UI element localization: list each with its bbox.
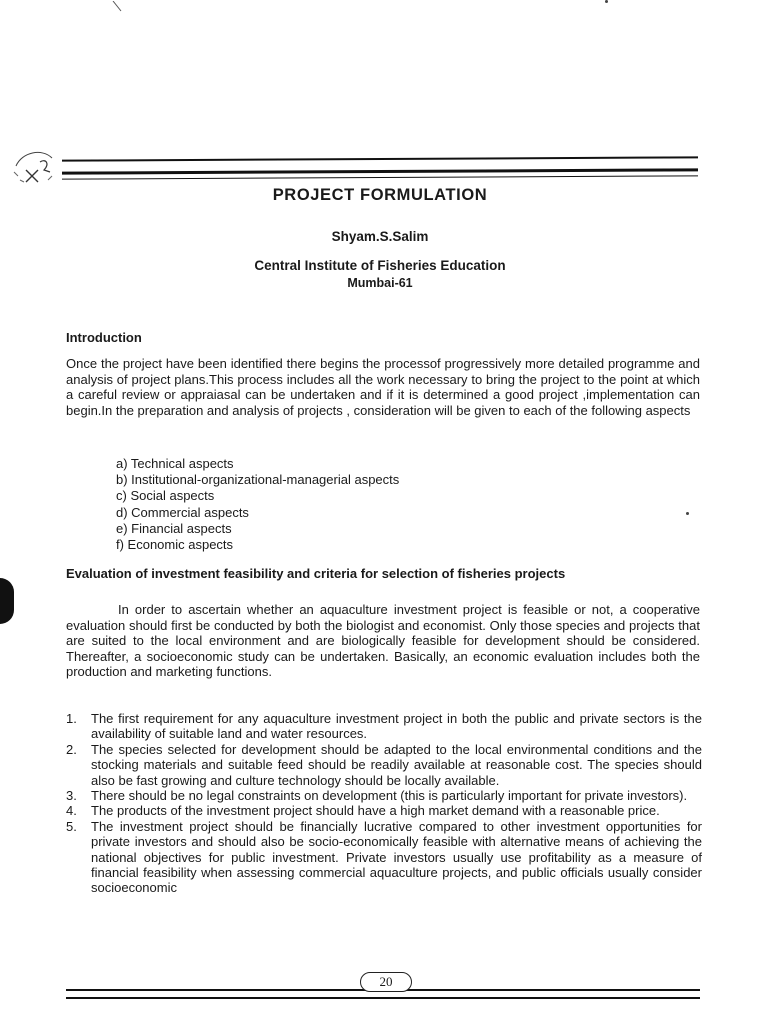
list-item-number: 3. xyxy=(66,788,77,804)
list-item-text: The species selected for development should be adapted to the local environmental conditions and the stocking materials and suitable feed should be readily available at reasonable cost. The species should also be fast growing and culture technology should be locally available. xyxy=(91,741,702,788)
aspect-item: d) Commercial aspects xyxy=(116,504,249,520)
list-item xyxy=(66,711,702,742)
document-title: PROJECT FORMULATION xyxy=(272,186,488,204)
list-item-number: 5. xyxy=(66,818,77,834)
top-rule-thin xyxy=(62,156,698,161)
list-item-text: The investment project should be financially lucrative compared to other investment opportunities for private investors and should also be socio-economically feasible with alternative means of achieving the national objectives for public investment. Private investors usually use profitability as a measure of financial feasibility when assessing commercial aquaculture projects, and public officials usually consider socioeconomic xyxy=(91,818,702,896)
list-item-text: There should be no legal constraints on development (this is particularly important for private investors). xyxy=(91,788,688,804)
scan-edge-shadow xyxy=(0,578,14,624)
page-number: 20 xyxy=(360,972,412,992)
list-item-text: The products of the investment project should have a high market demand with a reasonable price. xyxy=(91,803,660,819)
aspect-item: b) Institutional-organizational-managerial aspects xyxy=(116,472,400,488)
handwritten-margin-mark xyxy=(8,146,58,192)
list-item xyxy=(66,742,702,788)
list-item xyxy=(66,788,702,803)
aspect-item: a) Technical aspects xyxy=(116,456,234,471)
top-rule-thick xyxy=(62,168,698,174)
scan-speck xyxy=(686,512,689,515)
introduction-paragraph: Once the project have been identified there begins the processof progressively more detailed programme and analysis of project plans.This process includes all the work necessary to bring the project to the point at which a careful review or appraiasal can be undertaken and if it is determined a good project ,implementation can begin.In the preparation and analysis of projects , consideration will be given to each of the following aspects xyxy=(66,356,700,418)
list-item-text: The first requirement for any aquaculture investment project in both the public and private sectors is the availability of suitable land and water resources. xyxy=(91,711,702,742)
scan-speck xyxy=(605,0,608,3)
list-item-number: 2. xyxy=(66,741,77,757)
evaluation-paragraph: In order to ascertain whether an aquaculture investment project is feasible or not, a cooperative evaluation should first be conducted by both the biologist and economist. Only those species and projects that are suited to the local environment and are biologically feasible for development should be considered. Thereafter, a socioeconomic study can be undertaken. Basically, an economic evaluation includes both the production and marketing functions. xyxy=(66,602,700,680)
list-item-number: 4. xyxy=(66,803,77,819)
institute-name: Central Institute of Fisheries Education xyxy=(254,258,506,273)
introduction-heading: Introduction xyxy=(66,330,142,345)
aspect-item: c) Social aspects xyxy=(116,488,215,504)
requirements-list xyxy=(66,711,702,896)
aspects-list xyxy=(116,456,399,553)
author-name: Shyam.S.Salim xyxy=(331,229,429,244)
scan-mark xyxy=(112,0,124,12)
bottom-rule-lower xyxy=(66,997,700,999)
list-item-number: 1. xyxy=(66,711,77,726)
aspect-item: f) Economic aspects xyxy=(116,537,234,553)
institute-city: Mumbai-61 xyxy=(347,276,413,290)
list-item xyxy=(66,803,702,818)
aspect-item: e) Financial aspects xyxy=(116,520,232,536)
top-rule-hairline xyxy=(62,175,698,179)
list-item xyxy=(66,819,702,896)
evaluation-heading: Evaluation of investment feasibility and criteria for selection of fisheries projects xyxy=(66,566,566,581)
